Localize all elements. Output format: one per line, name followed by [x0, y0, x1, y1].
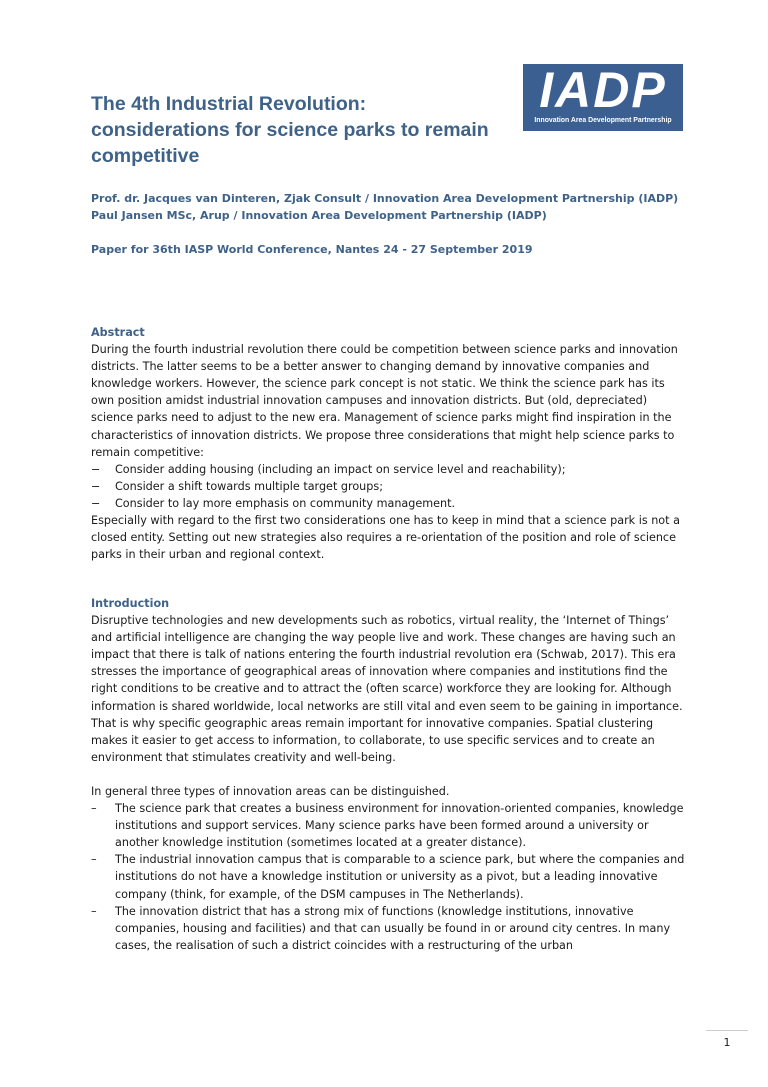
innovation-area-type-text: The industrial innovation campus that is comparable to a science park, but where the companies and institutions do not have a knowledge institution or university as a pivot, but a leading innovative company (think, for example, of the DSM campuses in The Netherlands). — [115, 853, 685, 901]
abstract-bullet-text: Consider adding housing (including an impact on service level and reachability); — [115, 462, 566, 476]
introduction-paragraph-1: Disruptive technologies and new developments such as robotics, virtual reality, the ‘Internet of Things’ and artificial intelligence are changing the way people live and work. These changes are having such an impact that there is talk of nations entering the fourth industrial revolution era (Schwab, 2017). This era stresses the importance of geographical areas of innovation where companies and institutions find the right conditions to be creative and to attract the (often scarce) workforce they are looking for. Although information is shared worldwide, local networks are still vital and even seem to be gaining in importance. That is why specific geographic areas remain important for innovative companies. Spatial clustering makes it easier to get access to information, to collaborate, to use specific services and to create an environment that stimulates creativity and well-being. — [91, 614, 683, 764]
introduction-heading: Introduction — [91, 597, 170, 610]
abstract-section — [91, 324, 691, 563]
bullet-dash: − — [91, 496, 101, 510]
page-number: 1 — [723, 1036, 731, 1049]
author-line-1: Prof. dr. Jacques van Dinteren, Zjak Consult / Innovation Area Development Partnership (IADP) — [91, 192, 679, 205]
abstract-bullet-text: Consider a shift towards multiple target groups; — [115, 479, 383, 493]
abstract-intro: During the fourth industrial revolution there could be competition between science parks and innovation districts. The latter seems to be a better answer to changing demand by innovative companies and knowledge workers. However, the science park concept is not static. We think the science park has its own position amidst industrial innovation campuses and innovation districts. But (old, depreciated) science parks need to adjust to the new era. Management of science parks might find inspiration in the characteristics of innovation districts. We propose three considerations that might help science parks to remain competitive: — [91, 343, 678, 459]
conference-line: Paper for 36th IASP World Conference, Nantes 24 - 27 September 2019 — [91, 243, 533, 256]
abstract-bullet — [91, 495, 691, 512]
logo-letters: IADP — [539, 62, 667, 118]
paper-title: The 4th Industrial Revolution: considerations for science parks to remain competitive — [91, 93, 489, 167]
abstract-closing: Especially with regard to the first two considerations one has to keep in mind that a science park is not a closed entity. Setting out new strategies also requires a re-orientation of the position and role of science parks in their urban and regional context. — [91, 514, 680, 562]
iadp-logo — [523, 64, 683, 131]
abstract-heading: Abstract — [91, 326, 145, 339]
footer-rule — [706, 1030, 748, 1031]
logo-subtitle: Innovation Area Development Partnership — [534, 117, 672, 124]
innovation-area-type-text: The innovation district that has a strong mix of functions (knowledge institutions, innovative companies, housing and facilities) and that can usually be found in or around city centres. In many cases, the realisation of such a district coincides with a restructuring of the urban — [115, 904, 671, 952]
innovation-area-type — [91, 903, 691, 954]
introduction-section — [91, 595, 691, 954]
author-line-2: Paul Jansen MSc, Arup / Innovation Area Development Partnership (IADP) — [91, 209, 547, 222]
abstract-bullet — [91, 461, 691, 478]
introduction-paragraph-2: In general three types of innovation areas can be distinguished. — [91, 784, 450, 798]
bullet-dash: − — [91, 479, 101, 493]
abstract-bullet — [91, 478, 691, 495]
list-dash: – — [91, 802, 97, 816]
list-dash: – — [91, 853, 97, 867]
innovation-area-type-text: The science park that creates a business environment for innovation-oriented companies, knowledge institutions and support services. Many science parks have been formed around a university or another knowledge institution (sometimes located at a greater distance). — [115, 802, 684, 850]
abstract-bullet-text: Consider to lay more emphasis on community management. — [115, 496, 456, 510]
innovation-area-type — [91, 800, 691, 851]
innovation-area-type — [91, 851, 691, 902]
list-dash: – — [91, 904, 97, 918]
bullet-dash: − — [91, 462, 101, 476]
